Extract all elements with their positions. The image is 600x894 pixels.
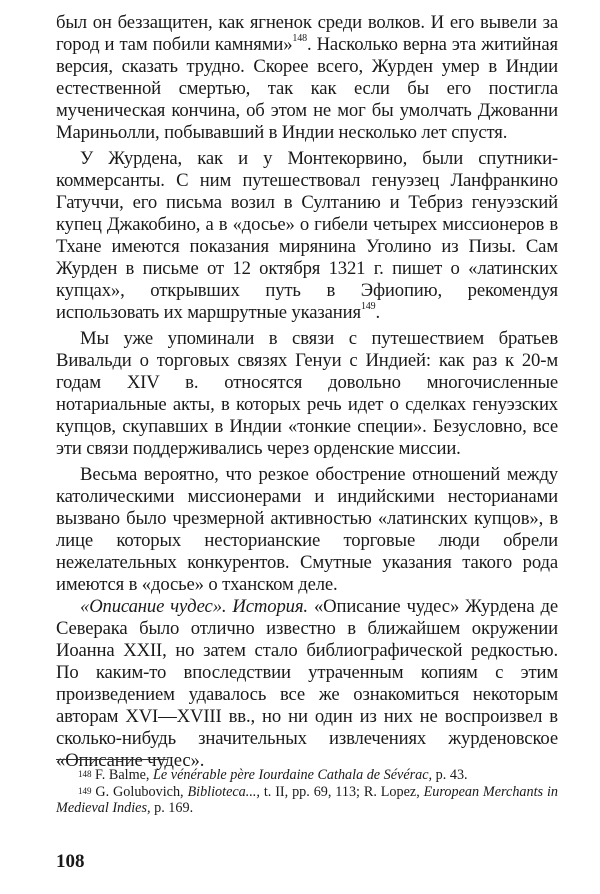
paragraph-1-text-a: был он беззащитен, как ягненок среди волков. И его вывели за город и там побили камнями» <box>56 12 558 55</box>
paragraph-5-text: «Описание чудес» Журдена де Северака было отлично известно в ближайшем окружении Иоанна XXII, но затем стало библиографической редкостью. По каким-то впоследствии утраченным копиям с этим произведением удавалось все же ознакомиться некоторым авторам XVI—XVIII вв., но ни один из них не воспроизвел в сколько-нибудь значительных извлечениях журденовское «Описание чудес». <box>56 596 558 771</box>
footnote-ref-149[interactable]: 149 <box>360 301 376 312</box>
footnote-middle: t. II, pp. 69, 113; R. Lopez, <box>263 783 420 800</box>
footnote-divider <box>56 759 168 760</box>
footnote-pages: p. 43. <box>435 767 468 783</box>
paragraph-3: Мы уже упоминали в связи с путешествием братьев Вивальди о торговых связях Генуи с Индией: как раз к 20-м годам XIV в. относятся довольно многочисленные нотариальные акты, в которых речь идет о сделках генуэзских купцов, скупавших в Индии «тонкие специи». Безусловно, все эти связи поддерживались через орденские миссии. <box>56 328 558 459</box>
paragraph-1-text-b: . Насколько верна эта житийная версия, сказать трудно. Скорее всего, Журден умер в Индии естественной смертью, так как если бы его постигла мученическая кончина, об этом не мог бы умолчать Джованни Мариньолли, побывавший в Индии несколько лет спустя. <box>56 34 558 143</box>
paragraph-5 <box>56 596 558 772</box>
paragraph-4: Весьма вероятно, что резкое обострение отношений между католическими миссионерами и индийскими несторианами вызвано было чрезмерной активностью «латинских купцов», в лице которых несторианские торговые люди обрели нежелательных конкурентов. Смутные указания такого рода имеются в «досье» о тханском деле. <box>56 464 558 595</box>
paragraph-1 <box>56 0 558 144</box>
page-number: 108 <box>56 851 85 872</box>
footnote-149 <box>56 784 558 817</box>
footnote-ref-148[interactable]: 148 <box>292 33 307 44</box>
paragraph-2-text-a: У Журдена, как и у Монтекорвино, были спутники-коммерсанты. С ним путешествовал генуэзец Ланфранкино Гатуччи, его письма возил в Султанию и Тебриз генуэзский купец Джакобино, а в «досье» о гибели четырех миссионеров в Тхане имеются показания мирянина Уголино из Пизы. Сам Журден в письме от 12 октября 1321 г. пишет о «латинских купцах», открывших путь в Эфиопию, рекомендуя использовать их маршрутные указания <box>56 148 558 323</box>
section-heading: «Описание чудес». История. <box>80 596 308 617</box>
footnote-title: Le vénérable père Iourdaine Cathala de Sévérac, <box>153 767 433 783</box>
paragraph-2-text-b: . <box>375 302 381 323</box>
footnotes <box>56 767 558 817</box>
footnote-number: 149 <box>78 785 92 796</box>
footnote-pages: p. 169. <box>154 800 194 816</box>
footnote-author: F. Balme, <box>95 767 150 783</box>
footnote-148 <box>56 767 558 784</box>
footnote-author: G. Golubovich, <box>95 783 184 800</box>
footnote-title-2: European Merchants in Medieval Indies, <box>56 783 558 816</box>
page-body <box>56 0 558 772</box>
footnote-number: 148 <box>78 769 92 779</box>
footnote-title: Biblioteca..., <box>187 783 260 800</box>
paragraph-2 <box>56 148 558 324</box>
